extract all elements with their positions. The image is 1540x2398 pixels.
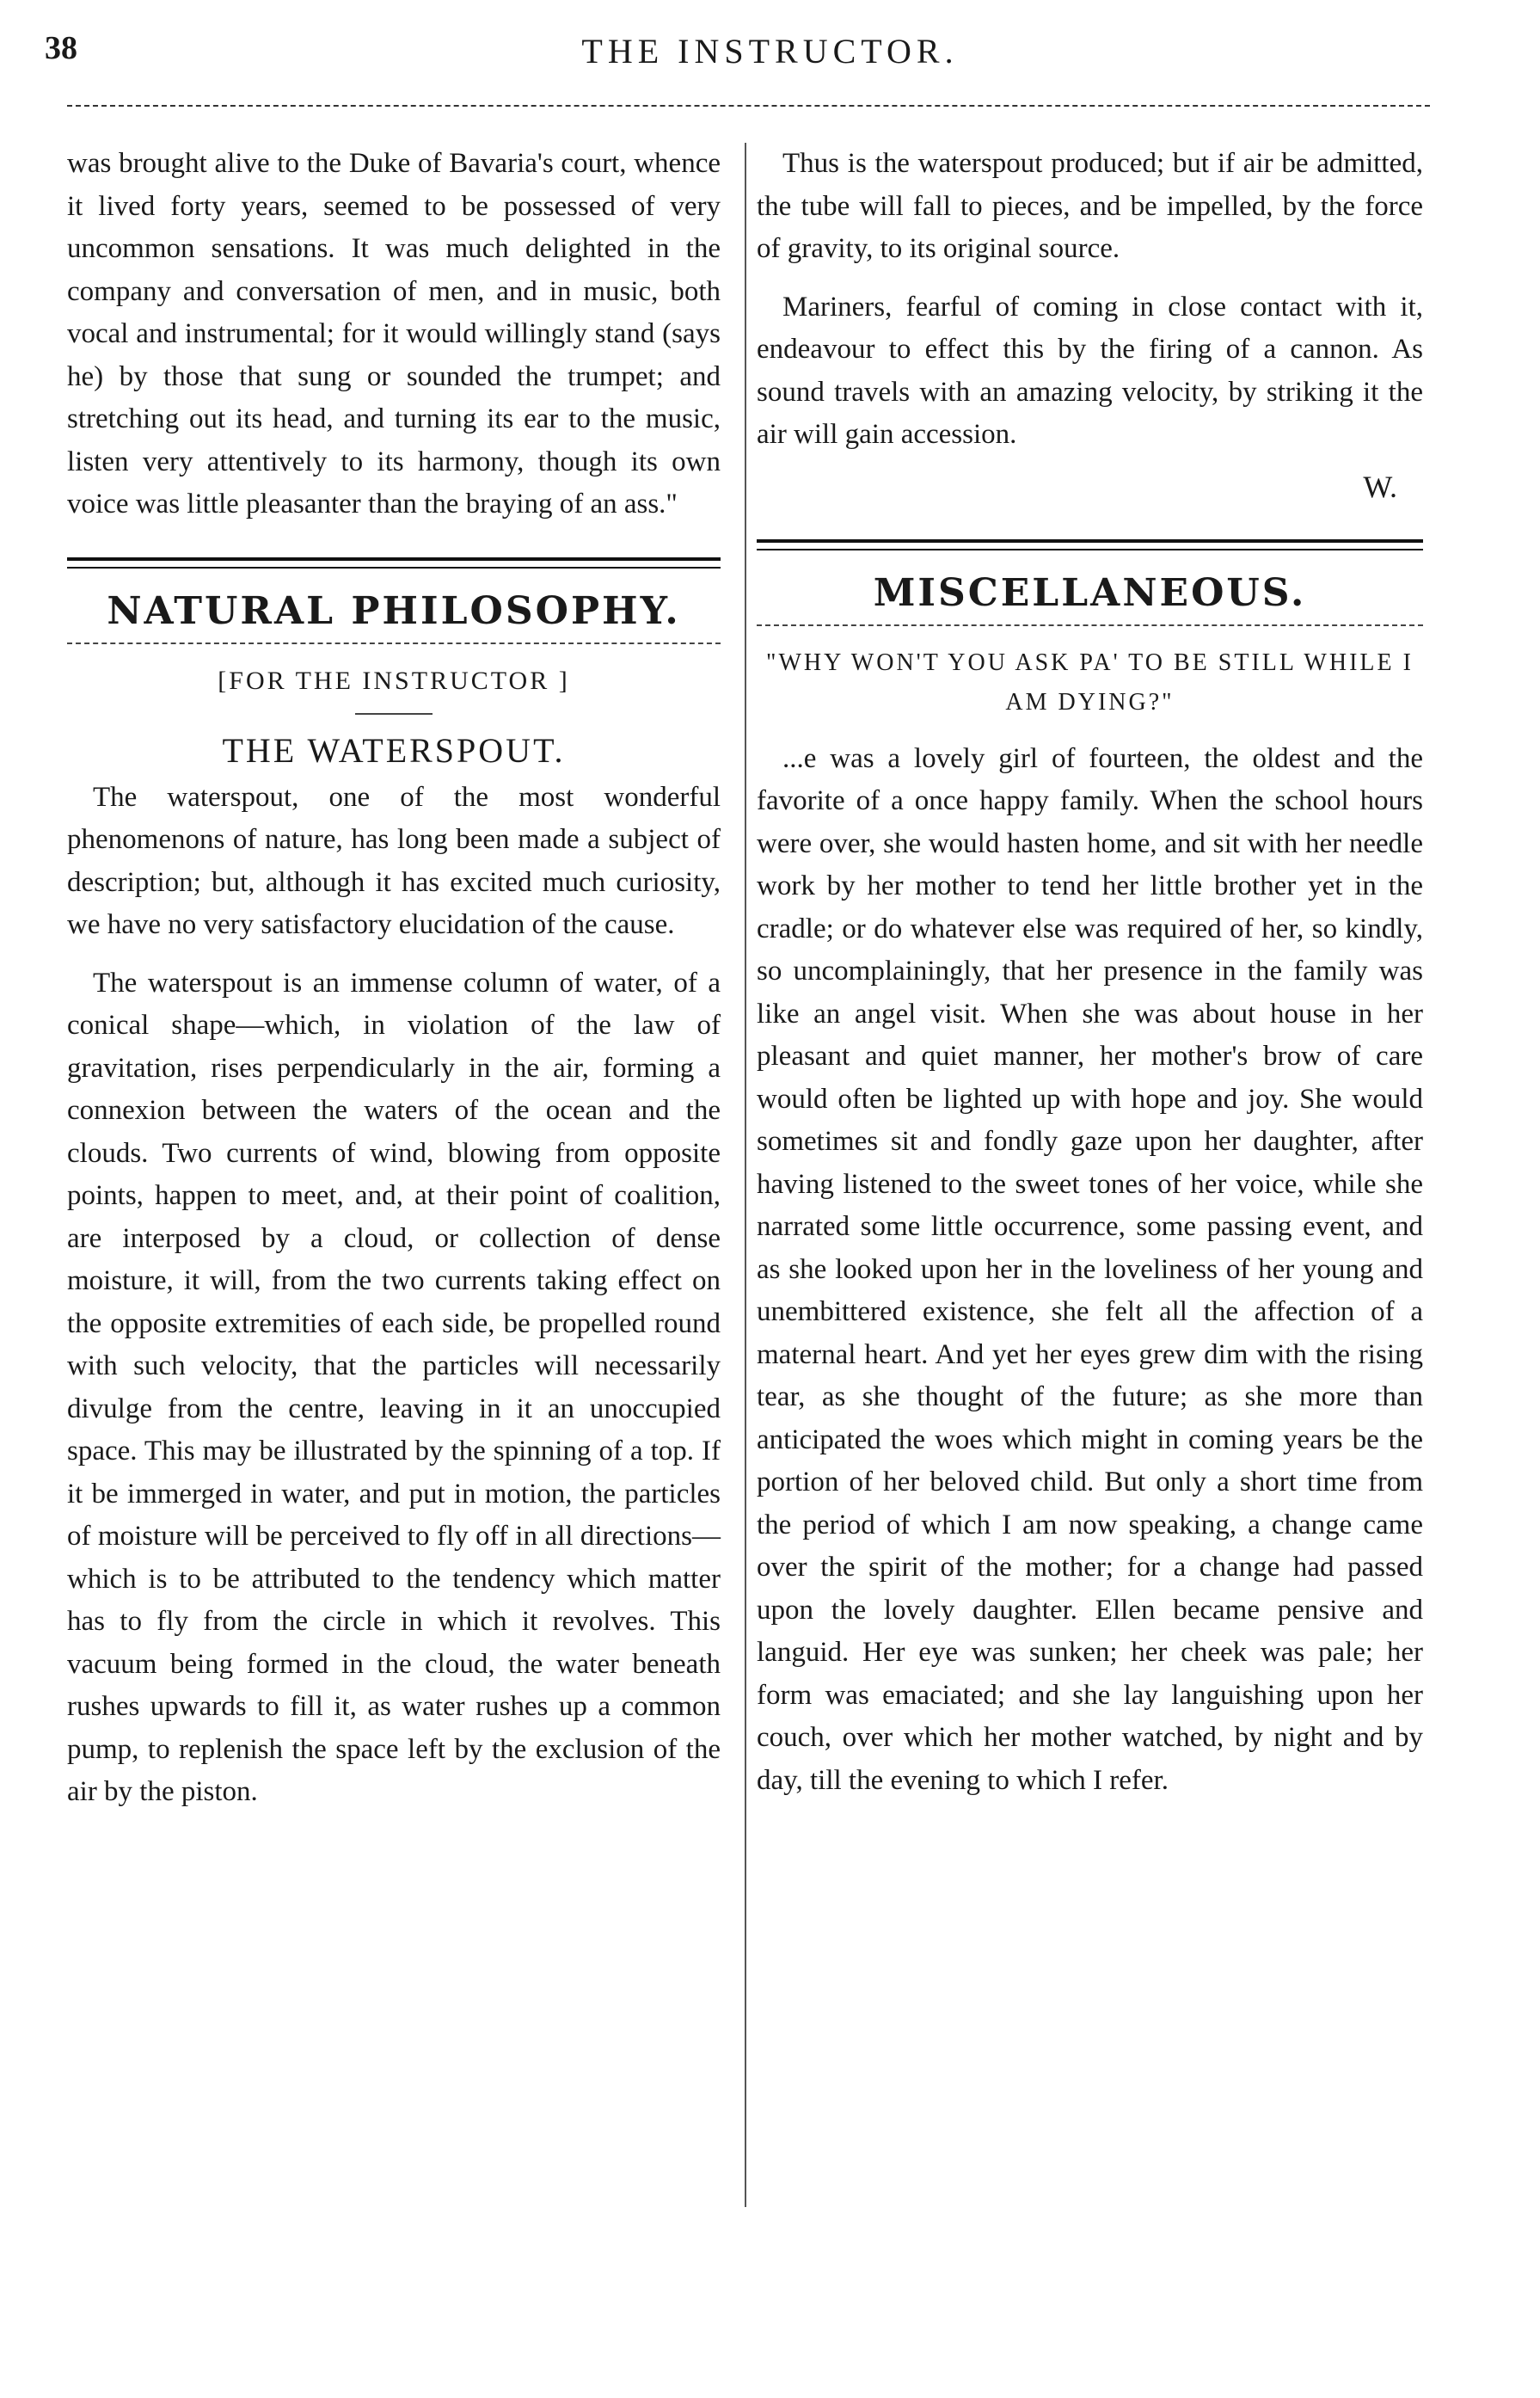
waterspout-paragraph-4: Mariners, fearful of coming in close contact with it, endeavour to effect this by the firing of a cannon. As sound travels with an amazing velocity, by striking it the air will gain accession. — [757, 291, 1423, 450]
header-rule — [67, 105, 1430, 107]
section-rule — [67, 557, 721, 569]
right-column — [757, 143, 1423, 1802]
article-title: THE WATERSPOUT. — [222, 730, 566, 770]
short-rule — [355, 713, 433, 715]
author-signature: W. — [1363, 469, 1397, 504]
byline: [FOR THE INSTRUCTOR ] — [218, 666, 570, 695]
story-title: "WHY WON'T YOU ASK PA' TO BE STILL WHILE I AM DYING?" — [766, 649, 1414, 716]
running-title: THE INSTRUCTOR. — [581, 32, 959, 71]
waterspout-paragraph-2: The waterspout is an immense column of water, of a conical shape—which, in violation of the law of gravitation, rises perpendicularly in the air, forming a connexion between the waters of the ocean and the clouds. Two currents of wind, blowing from opposite points, happen to meet, and, at their point of coalition, are interposed by a cloud, or collection of dense moisture, it will, from the two currents taking effect on the opposite extremities of each side, be propelled round with such velocity, that the particles will necessarily divulge from the centre, leaving in it an unoccupied space. This may be illustrated by the spinning of a top. If it be immerged in water, and put in motion, the particles of moisture will be perceived to fly off in all directions—which is to be attributed to the tendency which matter has to fly from the circle in which it revolves. This vacuum being formed in the cloud, the water beneath rushes upwards to fill it, as water rushes up a common pump, to replenish the space left by the exclusion of the air by the piston. — [67, 967, 721, 1807]
left-column — [67, 143, 721, 1814]
dashed-rule — [67, 643, 721, 644]
section-rule — [757, 539, 1423, 550]
column-divider — [745, 143, 746, 2207]
waterspout-paragraph-1: The waterspout, one of the most wonderful phenomenons of nature, has long been made a subject of description; but, although it has excited much curiosity, we have no very satisfactory elucidation of the cause. — [67, 781, 721, 940]
page-number: 38 — [45, 30, 77, 66]
waterspout-paragraph-3: Thus is the waterspout produced; but if air be admitted, the tube will fall to pieces, and be impelled, by the force of gravity, to its original source. — [757, 148, 1423, 264]
continuation-paragraph: was brought alive to the Duke of Bavaria's court, whence it lived forty years, seemed to be possessed of very uncommon sensations. It was much delighted in the company and conversation of men, and in music, both vocal and instrumental; for it would willingly stand (says he) by those that sung or sounded the trumpet; and stretching out its head, and turning its ear to the music, listen very attentively to its harmony, though its own voice was little pleasanter than the braying of an ass." — [67, 148, 721, 520]
section-title-miscellaneous: MISCELLANEOUS. — [873, 570, 1307, 615]
story-paragraph: ...e was a lovely girl of fourteen, the oldest and the favorite of a once happy family. When the school hours were over, she would hasten home, and sit with her needle work by her mother to tend her little brother yet in the cradle; or do whatever else was required of her, so kindly, so uncomplainingly, that her presence in the family was like an angel visit. When she was about house in her pleasant and quiet manner, her mother's brow of care would often be lighted up with hope and joy. She would sometimes sit and fondly gaze upon her daughter, after having listened to the sweet tones of her voice, while she narrated some little occurrence, some passing event, and as she looked upon her in the loveliness of her young and unembittered existence, she felt all the affection of a maternal heart. And yet her eyes grew dim with the rising tear, as she thought of the future; as she more than anticipated the woes which might in coming years be the portion of her beloved child. But only a short time from the period of which I am now speaking, a change came over the spirit of the mother; for a change had passed upon the lovely daughter. Ellen became pensive and languid. Her eye was sunken; her cheek was pale; her form was emaciated; and she lay languishing upon her couch, over which her mother watched, by night and by day, till the evening to which I refer. — [757, 742, 1423, 1796]
section-title-natural-philosophy: NATURAL PHILOSOPHY. — [107, 588, 681, 633]
dashed-rule — [757, 624, 1423, 626]
